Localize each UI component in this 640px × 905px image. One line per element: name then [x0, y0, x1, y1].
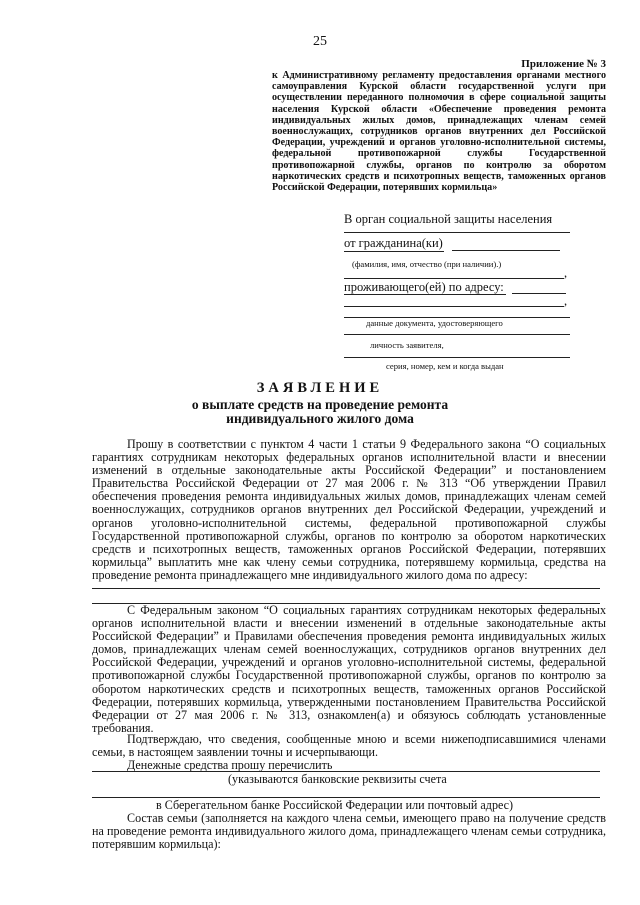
residence-label: проживающего(ей) по адресу:	[344, 280, 504, 294]
residence-underline	[344, 294, 506, 295]
identity-line	[344, 334, 570, 335]
bank-caption: (указываются банковские реквизиты счета	[228, 772, 447, 786]
request-paragraph	[92, 438, 606, 582]
recipient-line	[344, 232, 570, 233]
series-caption: серия, номер, кем и когда выдан	[386, 361, 504, 371]
from-blank-line	[452, 250, 560, 251]
fio-line	[344, 278, 564, 279]
transfer-label: Денежные средства прошу перечислить	[127, 758, 333, 772]
confirm-paragraph-text: Подтверждаю, что сведения, сообщенные мною и всеми нижеподписавшимися членами семьи, в настоящем заявлении точны и исчерпывающи.	[92, 732, 606, 760]
comma-2: ,	[564, 294, 568, 308]
document-subtitle-2: индивидуального жилого дома	[226, 411, 414, 426]
document-caption: данные документа, удостоверяющего	[366, 318, 503, 328]
acknowledge-paragraph	[92, 604, 606, 735]
from-label: от гражданина(ки)	[344, 236, 443, 250]
document-subtitle-1: о выплате средств на проведение ремонта	[191, 397, 449, 412]
appendix-text: к Административному регламенту предоставления органами местного самоуправления Курской области государственной услуги при осуществлении переданного полномочия в сфере социальной защиты населения Курской области «Обеспечение проведения ремонта индивидуальных жилых домов, принадлежащих членам семей военнослужащих, сотрудников органов внутренних дел Российской Федерации, учреждений и органов уголовно-исполнительной системы, федеральной противопожарной службы Государственной противопожарной службы, органов по контролю за оборотом наркотических средств и психотропных веществ, таможенных органов Российской Федерации, потерявших кормильца»	[272, 70, 606, 194]
address-fill-line-1	[92, 588, 600, 589]
series-line	[344, 357, 570, 358]
address-line	[344, 306, 564, 307]
document-title: ЗАЯВЛЕНИЕ	[256, 380, 384, 396]
page-number: 25	[313, 34, 327, 49]
from-underline	[344, 251, 444, 252]
confirm-paragraph	[92, 733, 606, 759]
identity-caption: личность заявителя,	[370, 340, 444, 350]
bank-caption-2: в Сберегательном банке Российской Федерации или почтовый адрес)	[156, 798, 514, 812]
family-paragraph	[92, 812, 606, 851]
residence-blank-line	[512, 293, 566, 294]
recipient-label: В орган социальной защиты населения	[344, 212, 553, 226]
appendix-title: Приложение № 3	[521, 58, 606, 70]
acknowledge-paragraph-text: С Федеральным законом “О социальных гарантиях сотрудникам некоторых федеральных органов исполнительной власти и внесении изменений в отдельные законодательные акты Российской Федерации” и Правилами обеспечения проведения ремонта индивидуальных жилых домов, принадлежащих членам семей военнослужащих, сотрудников органов внутренних дел Российской Федерации, учреждений и органов уголовно-исполнительной системы, федеральной противопожарной службы Государственной противопожарной службы, органов по контролю за оборотом наркотических средств и психотропных веществ, таможенных органов Российской Федерации, потерявших кормильца, утвержденными постановлением Правительства Российской Федерации от 27 мая 2006 г. № 313, ознакомлен(а) и обязуюсь соблюдать установленные требования.	[92, 603, 606, 735]
comma-1: ,	[564, 266, 568, 280]
fio-caption: (фамилия, имя, отчество (при наличии).)	[352, 259, 502, 269]
request-paragraph-text: Прошу в соответствии с пунктом 4 части 1 статьи 9 Федерального закона “О социальных гарантиях сотрудникам некоторых федеральных органов исполнительной власти и внесении изменений в отдельные законодательные акты Российской Федерации” и постановлением Правительства Российской Федерации от 27 мая 2006 г. № 313 “Об утверждении Правил обеспечения проведения ремонта индивидуальных жилых домов, принадлежащих членам семей военнослужащих, сотрудников органов внутренних дел Российской Федерации, учреждений и органов уголовно-исполнительной системы, федеральной противопожарной службы Государственной противопожарной службы, органов по контролю за оборотом наркотических средств и психотропных веществ, таможенных органов Российской Федерации, потерявших кормильца” выплатить мне как члену семьи сотрудника, потерявшему кормильца, средства на проведение ремонта принадлежащего мне индивидуального жилого дома по адресу:	[92, 437, 606, 582]
family-paragraph-text: Состав семьи (заполняется на каждого члена семьи, имеющего право на получение средств на проведение ремонта индивидуального жилого дома, принадлежащего членам семьи сотрудника, потерявшим кормильца):	[92, 811, 606, 852]
